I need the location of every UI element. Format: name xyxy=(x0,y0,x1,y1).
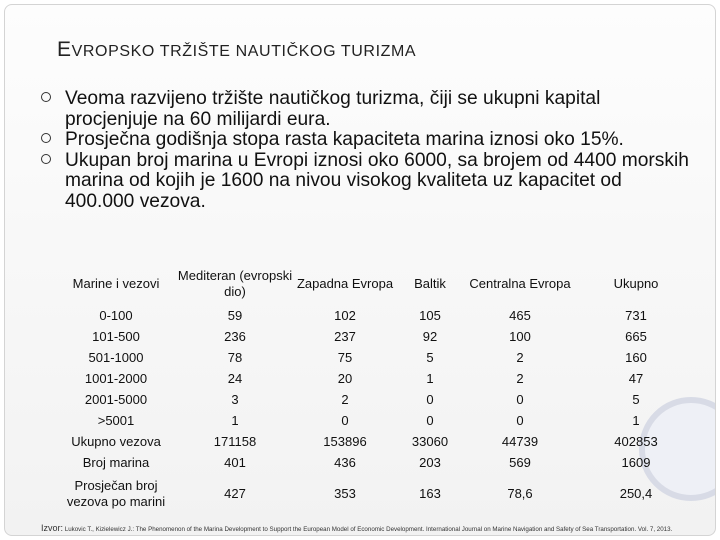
value-cell: 2 xyxy=(516,350,524,365)
value-cell: 0 xyxy=(516,413,524,428)
value-cell: 3 xyxy=(231,392,239,407)
table-header-row xyxy=(57,263,697,305)
row-label-cell: 501-1000 xyxy=(88,350,144,365)
value-cell: 250,4 xyxy=(619,486,653,501)
slide-title xyxy=(57,38,416,62)
value-cell: 160 xyxy=(625,350,647,365)
value-cell: 1 xyxy=(632,413,640,428)
value-cell: 731 xyxy=(625,308,647,323)
bullet-item xyxy=(41,89,691,130)
value-cell: 100 xyxy=(509,329,531,344)
value-cell: 5 xyxy=(632,392,640,407)
title-rest: VROPSKO TRŽIŠTE NAUTIČKOG TURIZMA xyxy=(71,43,417,60)
table-row xyxy=(57,410,697,431)
value-cell: 78 xyxy=(227,350,243,365)
bullet-circle-icon xyxy=(41,92,51,102)
table-row xyxy=(57,305,697,326)
bullet-item xyxy=(41,130,691,151)
value-cell: 402853 xyxy=(614,434,658,449)
value-cell: 353 xyxy=(334,486,356,501)
value-cell: 59 xyxy=(227,308,243,323)
value-cell: 105 xyxy=(419,308,441,323)
value-cell: 75 xyxy=(337,350,353,365)
value-cell: 33060 xyxy=(411,434,449,449)
value-cell: 0 xyxy=(426,392,434,407)
row-label-cell: Ukupno vezova xyxy=(71,434,161,449)
header-cell: Marine i vezovi xyxy=(72,276,160,291)
source-note xyxy=(41,524,691,534)
value-cell: 203 xyxy=(419,455,441,470)
title-initial: E xyxy=(57,38,72,61)
value-cell: 102 xyxy=(334,308,356,323)
table-body xyxy=(57,305,697,515)
value-cell: 153896 xyxy=(323,434,367,449)
table-row xyxy=(57,452,697,473)
value-cell: 401 xyxy=(224,455,246,470)
header-cell: Ukupno xyxy=(613,276,659,291)
bullet-circle-icon xyxy=(41,154,51,164)
value-cell: 5 xyxy=(426,350,434,365)
value-cell: 1 xyxy=(426,371,434,386)
row-label-cell: Prosječan broj vezova po marini xyxy=(66,478,166,509)
value-cell: 237 xyxy=(334,329,356,344)
slide-frame xyxy=(4,4,716,536)
bullet-circle-icon xyxy=(41,133,51,143)
source-label: Izvor: xyxy=(41,523,64,533)
header-cell: Zapadna Evropa xyxy=(296,276,394,291)
value-cell: 436 xyxy=(334,455,356,470)
value-cell: 2 xyxy=(341,392,349,407)
table-row xyxy=(57,473,697,515)
value-cell: 0 xyxy=(341,413,349,428)
value-cell: 465 xyxy=(509,308,531,323)
value-cell: 1 xyxy=(231,413,239,428)
value-cell: 1609 xyxy=(621,455,651,470)
bullet-list xyxy=(41,89,691,212)
value-cell: 47 xyxy=(628,371,644,386)
value-cell: 163 xyxy=(419,486,441,501)
row-label-cell: 0-100 xyxy=(99,308,133,323)
table-row xyxy=(57,326,697,347)
source-text: Lukovic T., Kizielewicz J.: The Phenomenon of the Marina Development to Support the European Model of Economic Development. International Journal on Marine Navigation and Safety of Sea Transportation. Vol. 7, 2013. xyxy=(64,526,673,533)
value-cell: 665 xyxy=(625,329,647,344)
value-cell: 44739 xyxy=(501,434,539,449)
table-row xyxy=(57,347,697,368)
header-cell: Baltik xyxy=(414,276,446,291)
table-row xyxy=(57,368,697,389)
value-cell: 0 xyxy=(426,413,434,428)
row-label-cell: 101-500 xyxy=(92,329,140,344)
value-cell: 569 xyxy=(509,455,531,470)
bullet-item xyxy=(41,151,691,213)
row-label-cell: 2001-5000 xyxy=(84,392,148,407)
bullet-text: Veoma razvijeno tržište nautičkog turizma, čiji se ukupni kapital procjenjuje na 60 milijardi eura. xyxy=(65,88,601,130)
value-cell: 0 xyxy=(516,392,524,407)
value-cell: 171158 xyxy=(213,434,257,449)
marina-table xyxy=(57,263,697,515)
value-cell: 92 xyxy=(422,329,438,344)
value-cell: 78,6 xyxy=(507,486,533,501)
value-cell: 24 xyxy=(227,371,243,386)
value-cell: 2 xyxy=(516,371,524,386)
bullet-text: Ukupan broj marina u Evropi iznosi oko 6000, sa brojem od 4400 morskih marina od kojih je 1600 na nivou visokog kvaliteta uz kapacitet od 400.000 vezova. xyxy=(65,149,689,212)
header-cell: Centralna Evropa xyxy=(469,276,571,291)
row-label-cell: Broj marina xyxy=(82,455,150,470)
value-cell: 236 xyxy=(224,329,246,344)
table-row xyxy=(57,431,697,452)
row-label-cell: 1001-2000 xyxy=(84,371,148,386)
header-cell: Mediteran (evropski dio) xyxy=(177,268,293,299)
bullet-text: Prosječna godišnja stopa rasta kapaciteta marina iznosi oko 15%. xyxy=(65,129,624,150)
value-cell: 20 xyxy=(337,371,353,386)
value-cell: 427 xyxy=(224,486,246,501)
row-label-cell: >5001 xyxy=(97,413,135,428)
table-row xyxy=(57,389,697,410)
